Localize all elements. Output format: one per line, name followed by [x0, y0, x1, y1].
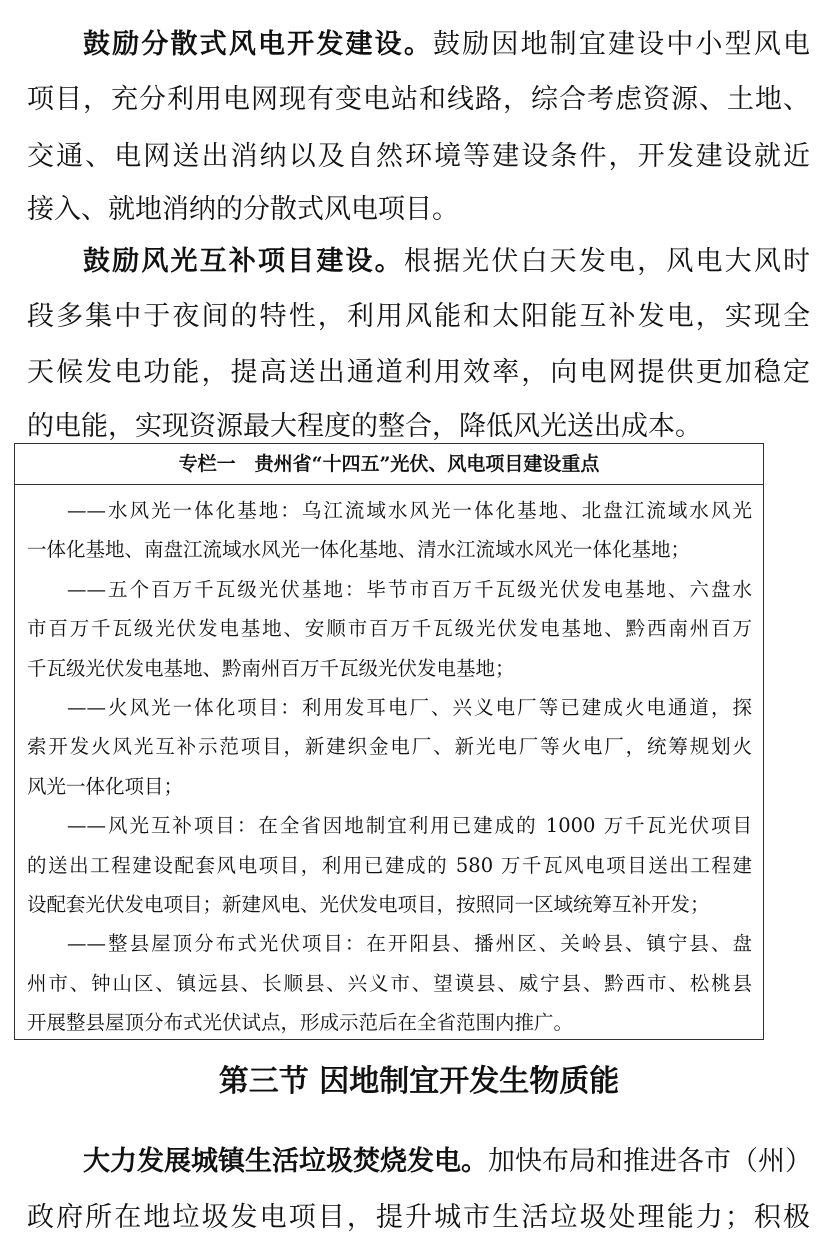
paragraph-text: 项目，充分利用电网现有变电站和线路，综合考虑资源、土地、 [27, 84, 810, 115]
column-item-line: ——风光互补项目：在全省因地制宜利用已建成的 1000 万千瓦光伏项目 [67, 814, 752, 838]
column-item-line: 千瓦级光伏发电基地、黔南州百万千瓦级光伏发电基地； [27, 656, 515, 680]
paragraph-text: 的电能，实现资源最大程度的整合，降低风光送出成本。 [27, 411, 702, 442]
paragraph-line [83, 1144, 810, 1180]
paragraph-line [27, 192, 810, 228]
paragraph-line [27, 82, 810, 118]
column-item-line: 风光一体化项目； [27, 774, 184, 798]
column-item-line: 市百万千瓦级光伏发电基地、安顺市百万千瓦级光伏发电基地、黔西南州百万 [27, 617, 752, 641]
column-item-line: 设配套光伏发电项目；新建风电、光伏发电项目，按照同一区域统筹互补开发； [27, 893, 710, 916]
column-item-line: ——水风光一体化基地：乌江流域水风光一体化基地、北盘江流域水风光 [67, 499, 752, 522]
column-item-line: 州市、钟山区、镇远县、长顺县、兴义市、望谟县、威宁县、黔西市、松桃县 [27, 971, 752, 995]
column-item-line: ——整县屋顶分布式光伏项目：在开阳县、播州区、关岭县、镇宁县、盘 [67, 932, 752, 956]
paragraph-text: 根据光伏白天发电，风电大风时 [403, 246, 811, 277]
column-item-line: 索开发火风光互补示范项目，新建织金电厂、新光电厂等火电厂，统筹规划火 [27, 735, 752, 759]
paragraph-line [83, 244, 810, 280]
paragraph-text: 接入、就地消纳的分散式风电项目。 [27, 194, 459, 225]
paragraph-line [27, 299, 810, 335]
paragraph-line [83, 27, 810, 63]
column-item-line: 开展整县屋顶分布式光伏试点，形成示范后在全省范围内推广。 [27, 1011, 574, 1035]
paragraph-text: 鼓励因地制宜建设中小型风电 [433, 29, 810, 60]
section-heading: 第三节 因地制宜开发生物质能 [218, 1064, 620, 1099]
paragraph-text: 天候发电功能，提高送出通道利用效率，向电网提供更加稳定 [27, 357, 810, 388]
paragraph-line [27, 409, 810, 445]
column-box [14, 443, 764, 1040]
paragraph-text: 加快布局和推进各市（州） [488, 1146, 812, 1177]
paragraph-line [27, 355, 810, 391]
paragraph-lead: 鼓励分散式风电开发建设。 [83, 29, 433, 60]
column-item-line: 一体化基地、南盘江流域水风光一体化基地、清水江流域水风光一体化基地； [27, 538, 691, 562]
paragraph-line [27, 139, 810, 175]
paragraph-lead: 大力发展城镇生活垃圾焚烧发电。 [83, 1146, 488, 1177]
column-item-line: ——火风光一体化项目：利用发耳电厂、兴义电厂等已建成火电通道，探 [67, 696, 752, 719]
paragraph-line [27, 1200, 810, 1236]
paragraph-text: 政府所在地垃圾发电项目，提升城市生活垃圾处理能力；积极 [27, 1202, 810, 1233]
paragraph-text: 交通、电网送出消纳以及自然环境等建设条件，开发建设就近 [27, 141, 810, 172]
column-item-line: 的送出工程建设配套风电项目，利用已建成的 580 万千瓦风电项目送出工程建 [27, 853, 752, 877]
paragraph-text: 段多集中于夜间的特性，利用风能和太阳能互补发电，实现全 [27, 301, 810, 332]
column-box-title: 专栏一 贵州省“十四五”光伏、风电项目建设重点 [15, 444, 763, 485]
paragraph-lead: 鼓励风光互补项目建设。 [83, 246, 404, 277]
column-item-line: ——五个百万千瓦级光伏基地：毕节市百万千瓦级光伏发电基地、六盘水 [67, 577, 752, 601]
